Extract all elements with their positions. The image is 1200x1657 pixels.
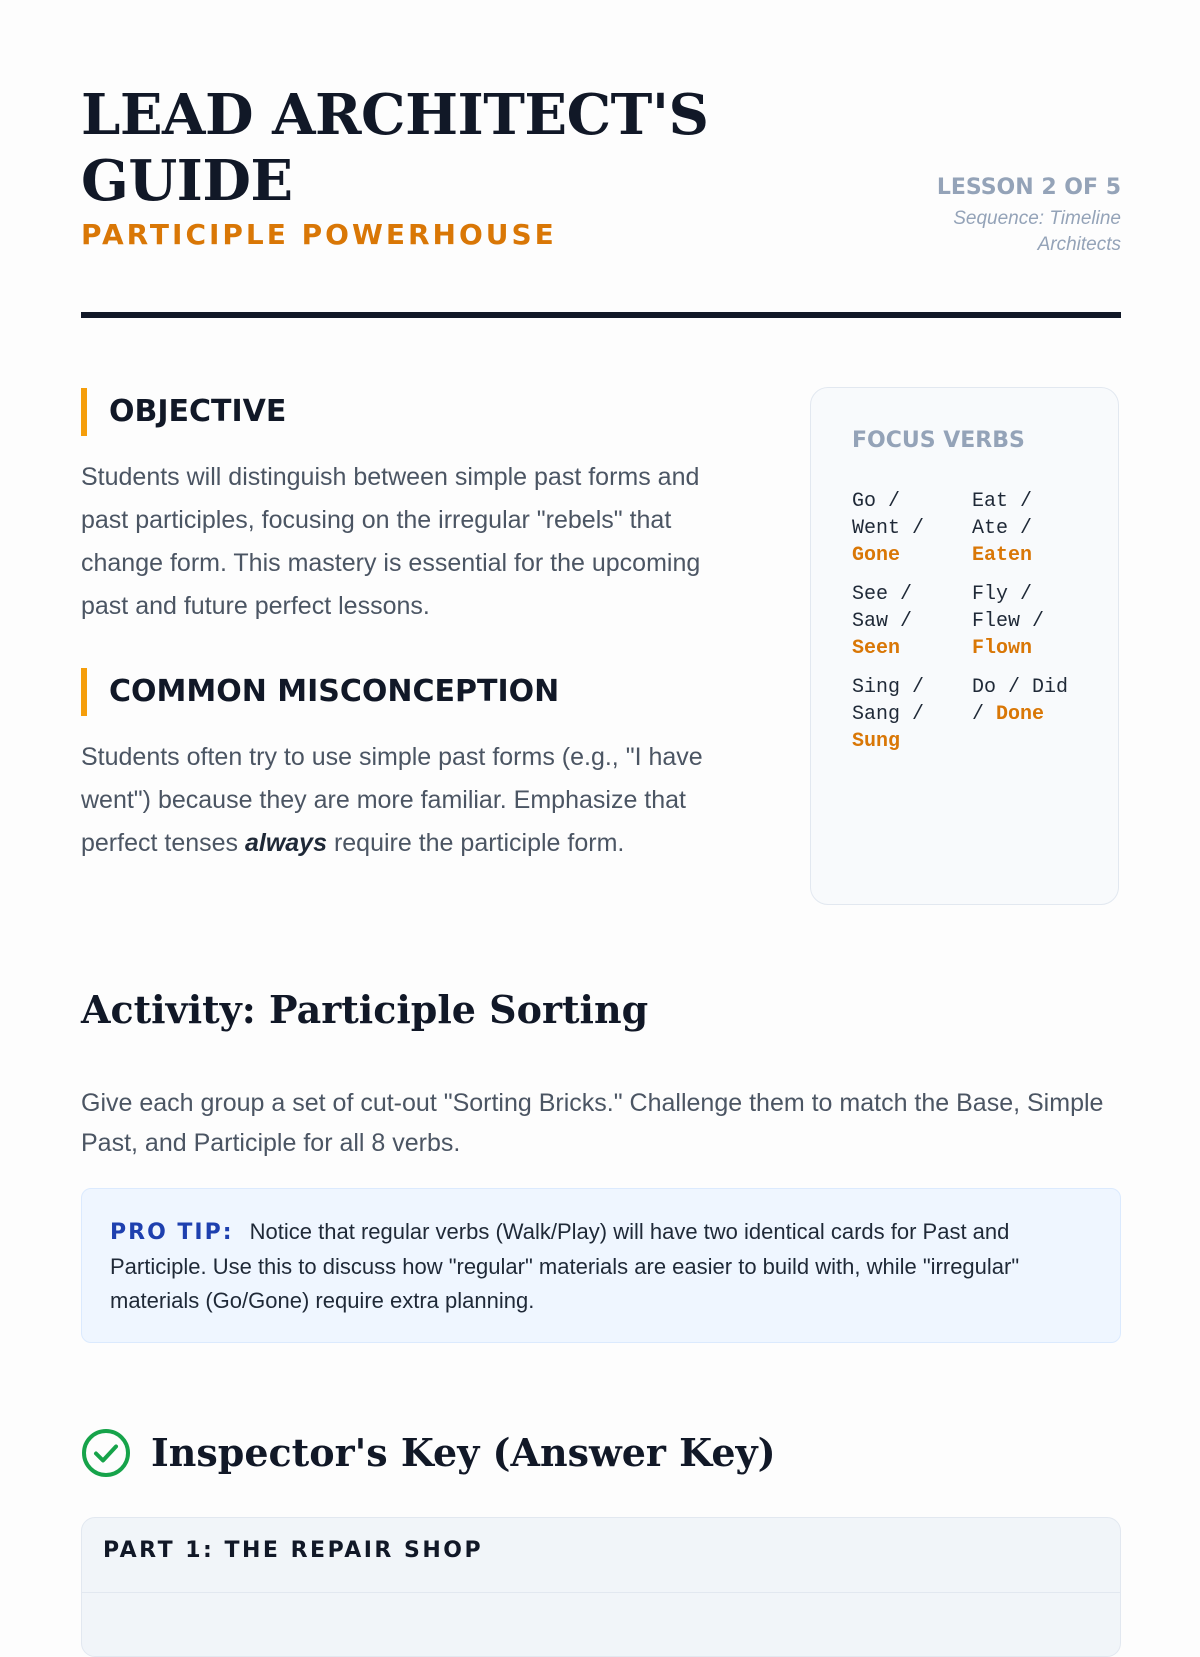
verb-forms: Eat / Ate / [972, 490, 1033, 540]
answer-key-part-1 [81, 1517, 1121, 1657]
verb-participle: Sung [852, 730, 901, 753]
pro-tip-text: Notice that regular verbs (Walk/Play) will have two identical cards for Past and Participle. Use this to discuss how "regular" materials are easier to build with, while "irregular" materials (Go/Gone) require extra planning. [110, 1219, 1020, 1313]
verb-forms: Sing / Sang / [852, 676, 925, 726]
page-header [81, 82, 1121, 322]
answer-key-heading [81, 1425, 776, 1481]
page-title: LEAD ARCHITECT'S GUIDE [81, 82, 709, 214]
focus-verbs-grid [852, 488, 1092, 755]
verb-participle: Gone [852, 544, 901, 567]
verb-forms: Go / Went / [852, 490, 925, 540]
pro-tip-label: PRO TIP: [110, 1220, 234, 1245]
misconception-text-before: Students often try to use simple past forms (e.g., "I have went") because they are more familiar. Emphasize that perfect tenses [81, 743, 703, 857]
part-title: PART 1: THE REPAIR SHOP [103, 1538, 484, 1563]
lesson-number: LESSON 2 OF 5 [936, 175, 1121, 200]
lesson-info [881, 174, 1121, 258]
header-divider [81, 312, 1121, 318]
focus-verbs-title: FOCUS VERBS [852, 428, 1025, 453]
misconception-text [81, 736, 741, 865]
verb-participle: Done [996, 703, 1045, 726]
verb-participle: Flown [972, 637, 1033, 660]
verb-participle: Seen [852, 637, 901, 660]
verb-forms: See / Saw / [852, 583, 913, 633]
check-circle-icon [81, 1428, 131, 1478]
verb-item [972, 674, 1092, 755]
verb-participle: Eaten [972, 544, 1033, 567]
verb-item [972, 581, 1092, 662]
verb-item [972, 488, 1092, 569]
verb-item [852, 488, 972, 569]
misconception-heading: COMMON MISCONCEPTION [81, 668, 559, 716]
page-subtitle: PARTICIPLE POWERHOUSE [81, 218, 557, 251]
activity-title: Activity: Participle Sorting [81, 987, 649, 1032]
verb-forms: Do / Did / [972, 676, 1069, 726]
focus-verbs-card [810, 387, 1119, 905]
verb-item [852, 674, 972, 755]
part-divider [82, 1592, 1120, 1593]
activity-text: Give each group a set of cut-out "Sorting Bricks." Challenge them to match the Base, Simple Past, and Participle for all 8 verbs. [81, 1089, 1104, 1157]
answer-key-title: Inspector's Key (Answer Key) [151, 1430, 776, 1475]
verb-forms: Fly / Flew / [972, 583, 1045, 633]
verb-item [852, 581, 972, 662]
pro-tip-box [81, 1188, 1121, 1343]
misconception-emphasis: always [244, 829, 327, 857]
objective-text: Students will distinguish between simple past forms and past participles, focusing on the irregular "rebels" that change form. This mastery is essential for the upcoming past and future perfect lessons. [81, 463, 701, 620]
misconception-text-after: require the participle form. [327, 829, 625, 857]
lesson-sequence: Sequence: Timeline Architects [953, 208, 1121, 255]
objective-heading: OBJECTIVE [81, 388, 286, 436]
